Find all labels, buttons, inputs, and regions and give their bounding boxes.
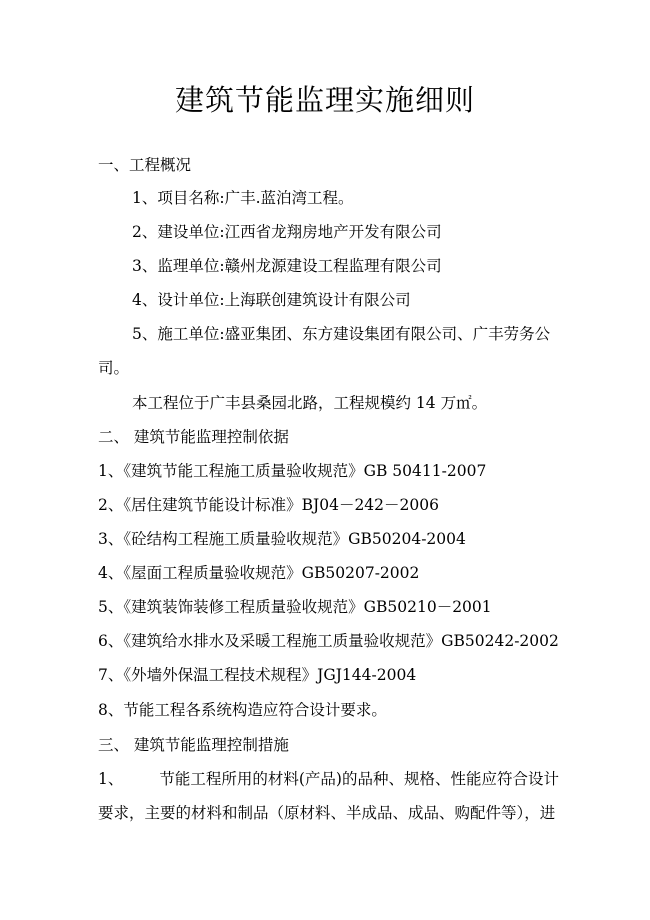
basis-item-1: 1、《建筑节能工程施工质量验收规范》GB 50411-2007 — [98, 462, 487, 480]
basis-item-5: 5、《建筑装饰装修工程质量验收规范》GB50210－2001 — [98, 598, 492, 616]
basis-item-2: 2、《居住建筑节能设计标准》BJ04－242－2006 — [98, 496, 439, 514]
basis-item-6: 6、《建筑给水排水及采暖工程施工质量验收规范》GB50242-2002 — [98, 632, 559, 650]
measures-item-1-number: 1、 — [98, 770, 124, 788]
basis-item-7: 7、《外墙外保温工程技术规程》JGJ144-2004 — [98, 666, 417, 684]
overview-item-2: 2、建设单位:江西省龙翔房地产开发有限公司 — [132, 223, 442, 241]
basis-item-4: 4、《屋面工程质量验收规范》GB50207-2002 — [98, 564, 420, 582]
basis-item-3: 3、《砼结构工程施工质量验收规范》GB50204-2004 — [98, 530, 466, 548]
measures-item-1 — [98, 769, 559, 789]
section-heading-measures: 三、 建筑节能监理控制措施 — [98, 736, 289, 754]
page-title: 建筑节能监理实施细则 — [174, 83, 475, 117]
project-location-note: 本工程位于广丰县桑园北路，工程规模约 14 万㎡。 — [132, 394, 488, 412]
measures-item-1-continued: 要求，主要的材料和制品（原材料、半成品、成品、购配件等），进 — [98, 804, 556, 822]
overview-item-1: 1、项目名称:广丰.蓝泊湾工程。 — [132, 189, 354, 207]
overview-item-5-continued: 司。 — [98, 359, 130, 377]
overview-item-3: 3、监理单位:赣州龙源建设工程监理有限公司 — [132, 257, 442, 275]
section-heading-overview: 一、工程概况 — [98, 156, 192, 174]
overview-item-5: 5、施工单位:盛亚集团、东方建设集团有限公司、广丰劳务公 — [132, 325, 551, 343]
overview-item-4: 4、设计单位:上海联创建筑设计有限公司 — [132, 291, 411, 309]
section-heading-basis: 二、 建筑节能监理控制依据 — [98, 428, 289, 446]
measures-item-1-text: 节能工程所用的材料(产品)的品种、规格、性能应符合设计 — [159, 770, 559, 788]
basis-item-8: 8、节能工程各系统构造应符合设计要求。 — [98, 701, 387, 719]
